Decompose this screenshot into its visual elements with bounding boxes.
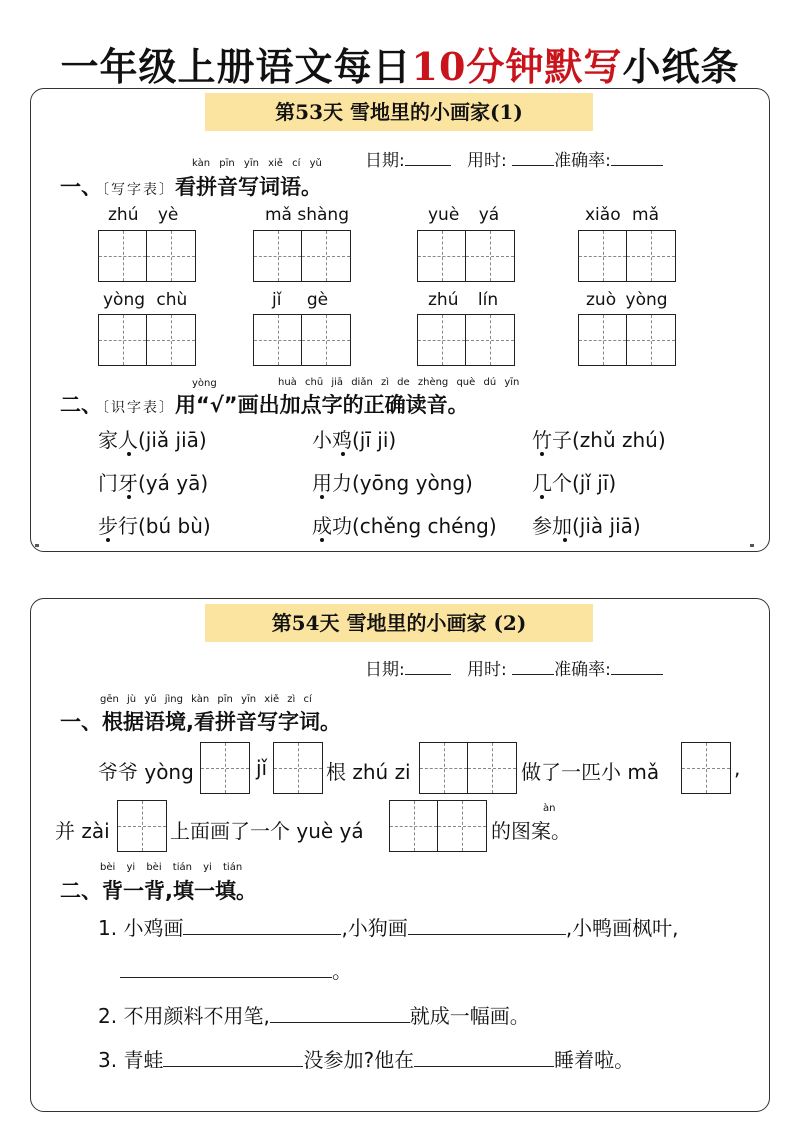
writing-grid[interactable] — [578, 230, 676, 282]
emphasis-dot — [341, 452, 345, 456]
writing-grid[interactable] — [578, 314, 676, 366]
accuracy-blank[interactable] — [611, 149, 663, 166]
time-blank[interactable] — [512, 658, 554, 675]
emphasis-dot — [127, 495, 131, 499]
answer-blank[interactable] — [270, 1004, 410, 1023]
writing-grid[interactable] — [419, 742, 517, 794]
reading-item[interactable]: 成功(chěng chéng) — [312, 514, 497, 538]
emphasis-dot — [127, 452, 131, 456]
reading-item[interactable]: 竹子(zhǔ zhú) — [532, 428, 666, 452]
reading-item[interactable]: 参加(jià jiā) — [532, 514, 641, 538]
fill-text: 的图案。 — [491, 819, 571, 843]
day54-s1-ruby: gēn jù yǔ jìng kàn pīn yīn xiě zì cí — [100, 694, 312, 705]
emphasis-dot — [106, 538, 110, 542]
word-pinyin: yuè yá — [428, 205, 500, 225]
title-prefix: 一年级上册语文每日 — [60, 44, 412, 89]
fill-text: 爷爷 yòng — [98, 760, 194, 784]
date-blank[interactable] — [405, 149, 451, 166]
emphasis-dot — [320, 538, 324, 542]
question-1: 1. 小鸡画 ,小狗画 ,小鸭画枫叶, — [98, 916, 679, 940]
question-3: 3. 青蛙 没参加?他在 睡着啦。 — [98, 1048, 635, 1072]
reading-item[interactable]: 门牙(yá yā) — [98, 471, 209, 495]
emphasis-dot — [563, 538, 567, 542]
emphasis-dot — [540, 495, 544, 499]
answer-blank[interactable] — [183, 916, 341, 935]
writing-grid[interactable] — [417, 230, 515, 282]
day54-section1-heading: 一、根据语境,看拼音写字词。 — [60, 710, 341, 734]
fill-text: 并 zài — [55, 819, 110, 843]
word-pinyin: zhú yè — [108, 205, 179, 225]
writing-grid[interactable] — [417, 314, 515, 366]
question-1-cont: 。 — [120, 955, 352, 984]
page-title — [0, 36, 800, 91]
word-pinyin: xiǎo mǎ — [585, 205, 659, 225]
fill-text: 上面画了一个 yuè yá — [170, 819, 364, 843]
corner-mark — [35, 544, 39, 547]
reading-item[interactable]: 家人(jiǎ jiā) — [98, 428, 207, 452]
date-blank[interactable] — [405, 658, 451, 675]
title-suffix: 小纸条 — [622, 44, 740, 89]
emphasis-dot — [540, 452, 544, 456]
day53-s2-ruby: huà chū jiā diǎn zì de zhèng què dú yīn — [278, 377, 520, 388]
word-pinyin: jǐ gè — [272, 290, 329, 310]
fill-text: 做了一匹小 mǎ — [521, 760, 660, 784]
word-pinyin: mǎ shàng — [265, 205, 349, 225]
writing-grid[interactable] — [273, 742, 323, 794]
day53-s1-ruby: kàn pīn yīn xiě cí yǔ — [192, 158, 322, 169]
reading-item[interactable]: 几个(jǐ jī) — [532, 471, 617, 495]
ruby-an: àn — [543, 803, 556, 814]
accuracy-blank[interactable] — [611, 658, 663, 675]
fill-text: jǐ — [256, 756, 268, 780]
reading-item[interactable]: 用力(yōng yòng) — [312, 471, 473, 495]
writing-grid[interactable] — [253, 314, 351, 366]
time-blank[interactable] — [512, 149, 554, 166]
day54-s2-ruby: bèi yi bèi tián yi tián — [100, 862, 243, 873]
answer-blank[interactable] — [120, 959, 332, 978]
writing-grid[interactable] — [117, 800, 167, 852]
reading-item[interactable]: 小鸡(jī ji) — [312, 428, 397, 452]
title-highlight: 10分钟默写 — [411, 44, 623, 89]
corner-mark — [750, 544, 754, 547]
word-pinyin: yòng chù — [103, 290, 188, 310]
answer-blank[interactable] — [414, 1048, 554, 1067]
word-pinyin: zhú lín — [428, 290, 499, 310]
writing-grid[interactable] — [98, 230, 196, 282]
day54-section2-heading: 二、背一背,填一填。 — [60, 879, 257, 903]
day54-heading: 第54天 雪地里的小画家 (2) — [205, 604, 593, 642]
writing-grid[interactable] — [389, 800, 487, 852]
writing-grid[interactable] — [253, 230, 351, 282]
emphasis-dot — [320, 495, 324, 499]
writing-grid[interactable] — [681, 742, 731, 794]
answer-blank[interactable] — [163, 1048, 303, 1067]
word-pinyin: zuò yòng — [586, 290, 668, 310]
answer-blank[interactable] — [408, 916, 566, 935]
question-2: 2. 不用颜料不用笔, 就成一幅画。 — [98, 1004, 530, 1028]
day53-section1-heading: 一、〔写字表〕看拼音写词语。 — [60, 175, 322, 199]
day53-s2-ruby-yong: yòng — [192, 378, 217, 389]
day53-meta: 日期: 用时: 准确率: — [365, 146, 663, 171]
day53-section2-heading: 二、〔识字表〕用“√”画出加点字的正确读音。 — [60, 393, 469, 417]
writing-grid[interactable] — [98, 314, 196, 366]
day54-meta: 日期: 用时: 准确率: — [365, 655, 663, 680]
day53-heading: 第53天 雪地里的小画家(1) — [205, 93, 593, 131]
writing-grid[interactable] — [200, 742, 250, 794]
fill-text: 根 zhú zi — [326, 760, 411, 784]
reading-item[interactable]: 步行(bú bù) — [98, 514, 211, 538]
fill-text: , — [734, 756, 741, 780]
